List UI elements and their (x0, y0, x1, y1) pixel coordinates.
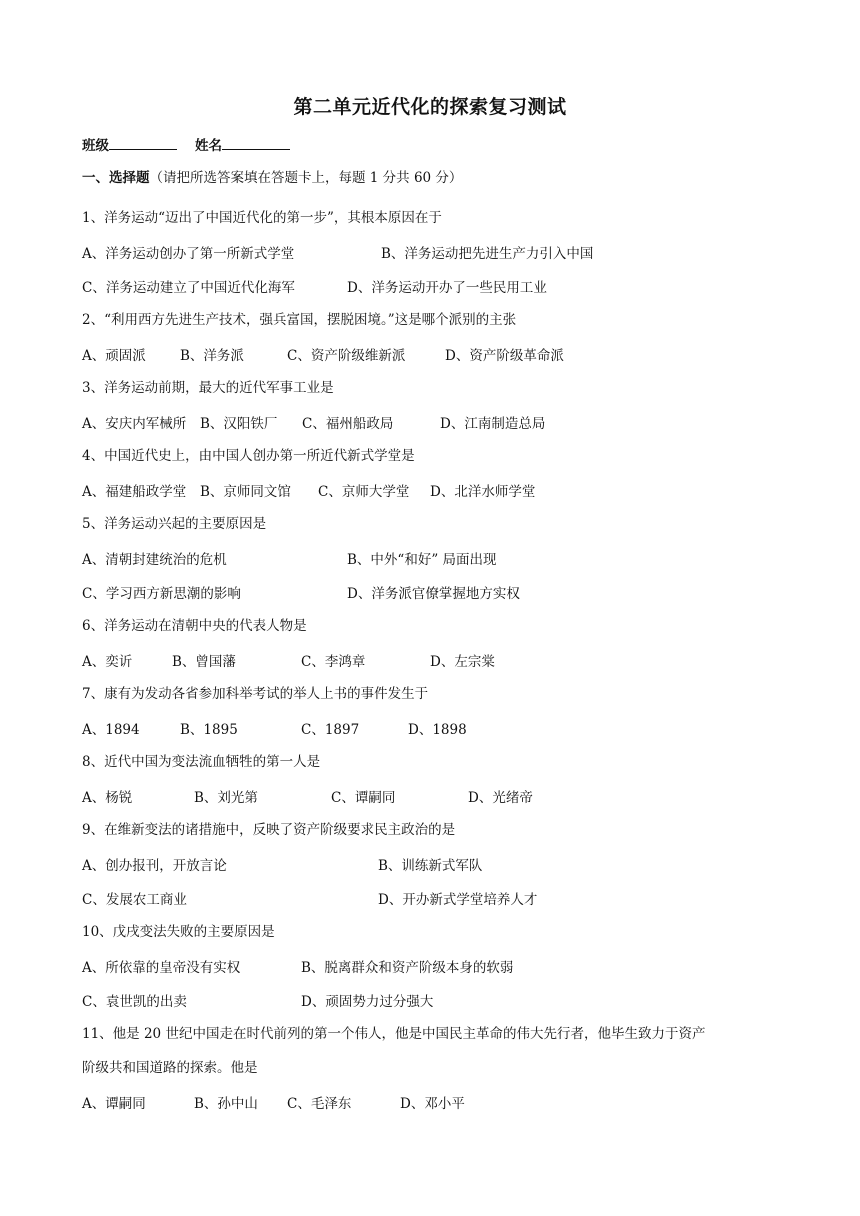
section-note: （请把所选答案填在答题卡上，每题 1 分共 60 分） (149, 170, 463, 186)
question-9-option-d[interactable]: D、开办新式学堂培养人才 (378, 892, 538, 908)
question-8-option-a[interactable]: A、杨锐 (82, 790, 133, 806)
student-info-row (82, 135, 308, 156)
question-11-option-d[interactable]: D、邓小平 (400, 1096, 465, 1112)
question-7-option-b[interactable]: B、1895 (180, 722, 238, 738)
question-11-stem: 11、他是 20 世纪中国走在时代前列的第一个伟人，他是中国民主革命的伟大先行者，他毕生致力于资产 (82, 1026, 706, 1042)
question-10-option-b[interactable]: B、脱离群众和资产阶级本身的软弱 (301, 960, 514, 976)
page-title: 第二单元近代化的探索复习测试 (293, 96, 567, 118)
question-7-option-c[interactable]: C、1897 (301, 722, 360, 738)
question-7-stem: 7、康有为发动各省参加科举考试的举人上书的事件发生于 (82, 686, 429, 702)
question-10-option-a[interactable]: A、所依靠的皇帝没有实权 (82, 960, 241, 976)
question-6-option-d[interactable]: D、左宗棠 (430, 654, 495, 670)
question-5-option-a[interactable]: A、清朝封建统治的危机 (82, 552, 227, 568)
question-3-option-c[interactable]: C、福州船政局 (302, 416, 394, 432)
question-1-option-d[interactable]: D、洋务运动开办了一些民用工业 (347, 280, 547, 296)
question-3-option-b[interactable]: B、汉阳铁厂 (200, 416, 278, 432)
question-4-stem: 4、中国近代史上，由中国人创办第一所近代新式学堂是 (82, 448, 415, 464)
question-1-option-b[interactable]: B、洋务运动把先进生产力引入中国 (381, 246, 594, 262)
question-6-option-c[interactable]: C、李鸿章 (301, 654, 366, 670)
question-1-option-c[interactable]: C、洋务运动建立了中国近代化海军 (82, 280, 295, 296)
question-8-option-d[interactable]: D、光绪帝 (468, 790, 533, 806)
question-9-stem: 9、在维新变法的诸措施中，反映了资产阶级要求民主政治的是 (82, 822, 456, 838)
question-11-stem-continued: 阶级共和国道路的探索。他是 (82, 1060, 258, 1076)
question-3-stem: 3、洋务运动前期，最大的近代军事工业是 (82, 380, 334, 396)
question-11-option-c[interactable]: C、毛泽东 (287, 1096, 352, 1112)
section-title: 一、选择题 (82, 170, 150, 186)
question-8-stem: 8、近代中国为变法流血牺牲的第一人是 (82, 754, 321, 770)
question-5-option-c[interactable]: C、学习西方新思潮的影响 (82, 586, 241, 602)
question-2-option-d[interactable]: D、资产阶级革命派 (445, 348, 564, 364)
question-4-option-a[interactable]: A、福建船政学堂 (82, 484, 187, 500)
question-8-option-c[interactable]: C、谭嗣同 (331, 790, 396, 806)
question-8-option-b[interactable]: B、刘光第 (194, 790, 258, 806)
question-5-option-d[interactable]: D、洋务派官僚掌握地方实权 (347, 586, 520, 602)
section-heading (82, 168, 462, 188)
question-2-option-b[interactable]: B、洋务派 (180, 348, 244, 364)
question-5-option-b[interactable]: B、中外“和好” 局面出现 (347, 552, 497, 568)
name-field[interactable] (222, 135, 290, 150)
question-5-stem: 5、洋务运动兴起的主要原因是 (82, 516, 267, 532)
question-2-stem: 2、“利用西方先进生产技术，强兵富国，摆脱困境。”这是哪个派别的主张 (82, 312, 517, 328)
question-6-option-a[interactable]: A、奕䜣 (82, 654, 133, 670)
question-6-stem: 6、洋务运动在清朝中央的代表人物是 (82, 618, 307, 634)
question-10-stem: 10、戊戌变法失败的主要原因是 (82, 924, 275, 940)
question-3-option-a[interactable]: A、安庆内军械所 (82, 416, 187, 432)
name-label: 姓名 (195, 138, 222, 154)
question-7-option-d[interactable]: D、1898 (408, 722, 467, 738)
class-field[interactable] (109, 135, 177, 150)
question-9-option-a[interactable]: A、创办报刊，开放言论 (82, 858, 227, 874)
class-label: 班级 (82, 138, 109, 154)
question-4-option-b[interactable]: B、京师同文馆 (200, 484, 291, 500)
question-6-option-b[interactable]: B、曾国藩 (172, 654, 236, 670)
question-7-option-a[interactable]: A、1894 (82, 722, 140, 738)
question-3-option-d[interactable]: D、江南制造总局 (440, 416, 546, 432)
question-1-option-a[interactable]: A、洋务运动创办了第一所新式学堂 (82, 246, 295, 262)
question-2-option-c[interactable]: C、资产阶级维新派 (287, 348, 406, 364)
question-4-option-d[interactable]: D、北洋水师学堂 (430, 484, 536, 500)
question-1-stem: 1、洋务运动“迈出了中国近代化的第一步”，其根本原因在于 (82, 210, 442, 226)
question-10-option-c[interactable]: C、袁世凯的出卖 (82, 994, 187, 1010)
question-2-option-a[interactable]: A、顽固派 (82, 348, 146, 364)
question-9-option-b[interactable]: B、训练新式军队 (378, 858, 483, 874)
question-9-option-c[interactable]: C、发展农工商业 (82, 892, 187, 908)
question-11-option-b[interactable]: B、孙中山 (194, 1096, 258, 1112)
question-4-option-c[interactable]: C、京师大学堂 (318, 484, 410, 500)
question-11-option-a[interactable]: A、谭嗣同 (82, 1096, 146, 1112)
question-10-option-d[interactable]: D、顽固势力过分强大 (301, 994, 434, 1010)
